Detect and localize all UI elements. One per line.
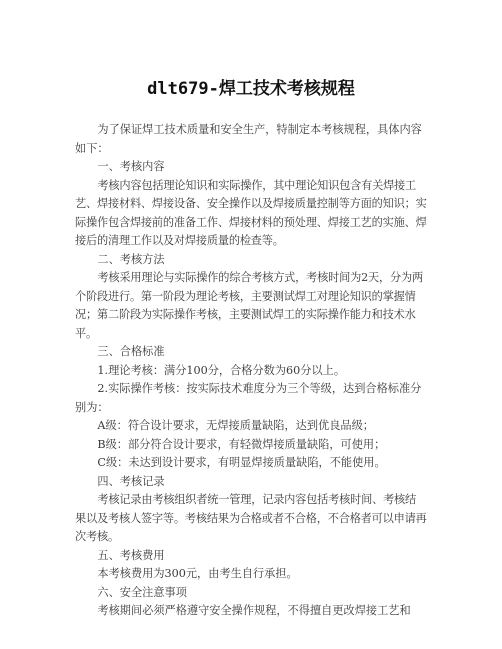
safety-paragraph: 考核期间必须严格遵守安全操作规程，不得擅自更改焊接工艺和 [97,604,411,617]
standard-theory-paragraph: 1.理论考核：满分100分，合格分数为60分以上。 [97,363,346,377]
document-title: dlt679-焊工技术考核规程 [147,79,355,99]
content-paragraph: 考核内容包括理论知识和实际操作，其中理论知识包含有关焊接工艺、焊接材料、焊接设备、安全操作以及焊接质量控制等方面的知识；实际操作包含焊接前的准备工作、焊接材料的预处理、焊接工艺的实施、焊接后的清理工作以及对焊接质量的检查等。 [75,178,427,247]
section-heading-record: 四、考核记录 [97,474,165,488]
section-heading-fee: 五、考核费用 [97,548,165,562]
section-heading-standard: 三、合格标准 [97,345,165,358]
standard-practice-paragraph: 2.实际操作考核：按实际技术难度分为三个等级，达到合格标准分别为： [75,382,422,414]
section-heading-method: 二、考核方法 [97,252,165,266]
grade-c-paragraph: C级：未达到设计要求，有明显焊接质量缺陷，不能使用。 [97,456,386,469]
document-body [75,121,427,621]
grade-b-paragraph: B级：部分符合设计要求，有轻微焊接质量缺陷，可使用； [97,437,386,451]
fee-paragraph: 本考核费用为300元，由考生自行承担。 [97,567,298,580]
method-paragraph: 考核采用理论与实际操作的综合考核方式，考核时间为2天，分为两个阶段进行。第一阶段为理论考核，主要测试焊工对理论知识的掌握情况；第二阶段为实际操作考核，主要测试焊工的实际操作能力和技术水平。 [75,271,423,340]
intro-paragraph: 为了保证焊工技术质量和安全生产，特制定本考核规程，具体内容如下： [75,123,422,155]
section-heading-content: 一、考核内容 [97,160,165,173]
grade-a-paragraph: A级：符合设计要求，无焊接质量缺陷，达到优良品级； [97,419,374,432]
section-heading-safety: 六、安全注意事项 [97,585,187,599]
record-paragraph: 考核记录由考核组织者统一管理，记录内容包括考核时间、考核结果以及考核人签字等。考核结果为合格或者不合格，不合格者可以申请再次考核。 [75,493,427,543]
